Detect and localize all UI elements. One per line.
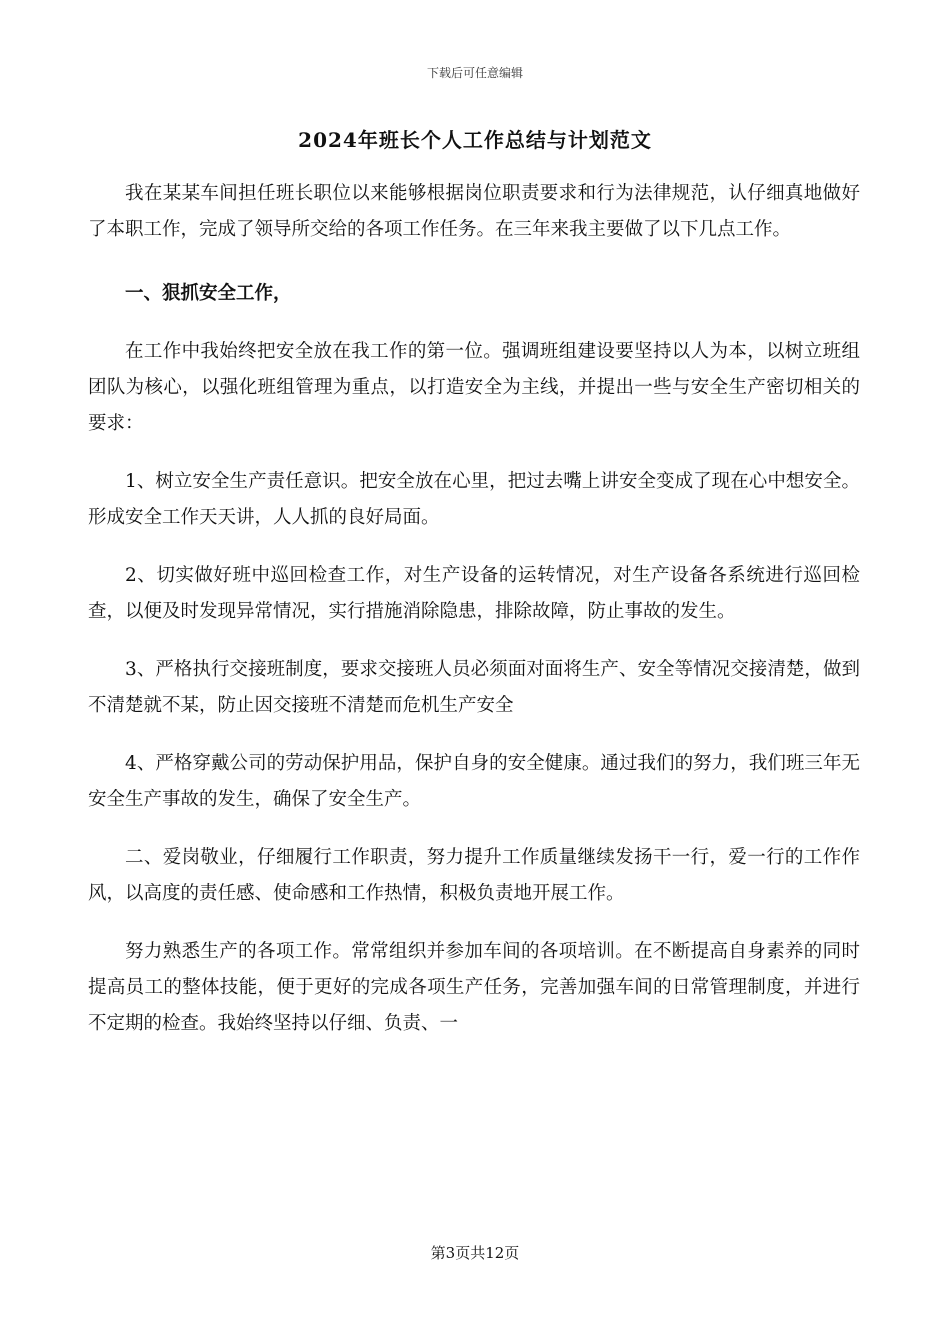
paragraph-safety-overview: 在工作中我始终把安全放在我工作的第一位。强调班组建设要坚持以人为本，以树立班组团队为核心，以强化班组管理为重点，以打造安全为主线，并提出一些与安全生产密切相关的要求： [88,341,860,434]
list-item-4: 4、严格穿戴公司的劳动保护用品，保护自身的安全健康。通过我们的努力，我们班三年无安全生产事故的发生，确保了安全生产。 [88,753,860,810]
list-item-1: 1、树立安全生产责任意识。把安全放在心里，把过去嘴上讲安全变成了现在心中想安全。形成安全工作天天讲，人人抓的良好局面。 [88,471,860,528]
document-body [88,176,860,1064]
paragraph-intro: 我在某某车间担任班长职位以来能够根据岗位职责要求和行为法律规范，认仔细真地做好了本职工作，完成了领导所交给的各项工作任务。在三年来我主要做了以下几点工作。 [88,183,860,240]
list-item-3: 3、严格执行交接班制度，要求交接班人员必须面对面将生产、安全等情况交接清楚，做到不清楚就不某，防止因交接班不清楚而危机生产安全 [88,659,860,716]
section-heading-safety: 一、狠抓安全工作， [125,283,292,304]
page-number: 第3页共12页 [430,1244,520,1262]
paragraph-training: 努力熟悉生产的各项工作。常常组织并参加车间的各项培训。在不断提高自身素养的同时提高员工的整体技能，便于更好的完成各项生产任务，完善加强车间的日常管理制度，并进行不定期的检查。我始终坚持以仔细、负责、一 [88,941,860,1034]
list-item-2: 2、切实做好班中巡回检查工作，对生产设备的运转情况，对生产设备各系统进行巡回检查，以便及时发现异常情况，实行措施消除隐患，排除故障，防止事故的发生。 [88,565,860,622]
header-note: 下载后可任意编辑 [426,66,523,80]
paragraph-section-two: 二、爱岗敬业，仔细履行工作职责，努力提升工作质量继续发扬干一行，爱一行的工作作风，以高度的责任感、使命感和工作热情，积极负责地开展工作。 [88,847,860,904]
document-title: 2024年班长个人工作总结与计划范文 [298,128,652,152]
